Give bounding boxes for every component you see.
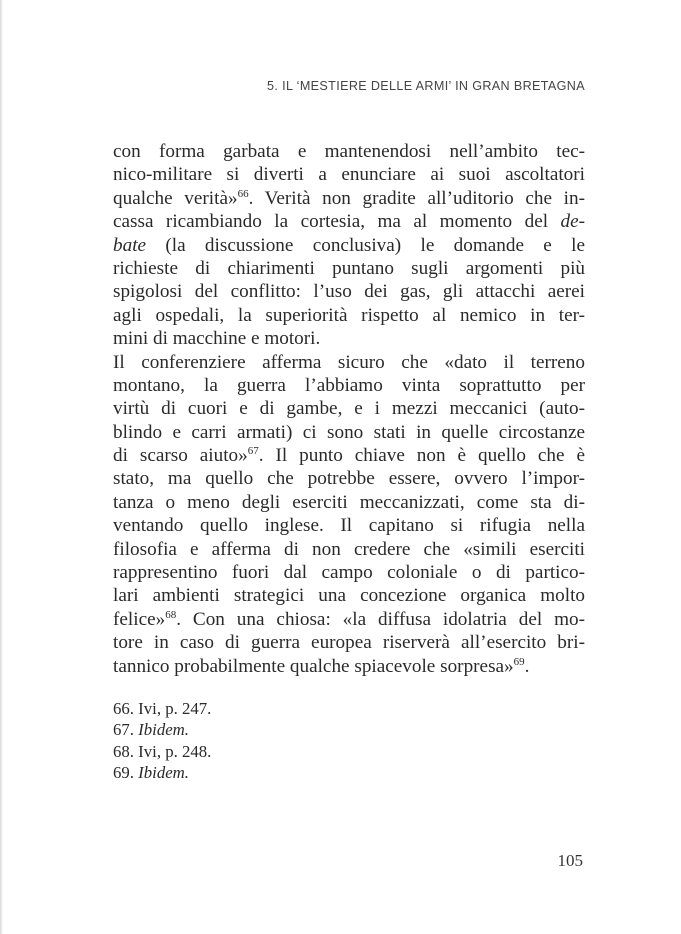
- text-line: cassa ricambiando la cortesia, ma al momento del de-: [113, 211, 585, 233]
- text-line: qualche verità»$^{66}$. Verità non gradite all’uditorio che in-: [113, 187, 585, 209]
- text-line: con forma garbata e mantenendosi nell’ambito tec-: [113, 141, 585, 162]
- page-number: 105: [557, 851, 583, 870]
- body-text: [113, 140, 585, 678]
- footnote-ref-67: 67: [247, 445, 259, 458]
- text-line: tannico probabilmente qualche spiacevole sorpresa»$^{69}$.: [113, 655, 530, 677]
- text-line: filosofia e afferma di non credere che «simili eserciti: [113, 538, 585, 560]
- footnote-ref-68: 68: [165, 608, 177, 621]
- text-line: ventando quello inglese. Il capitano si rifugia nella: [113, 515, 585, 537]
- footnotes: [113, 698, 413, 783]
- text-line: richieste di chiarimenti puntano sugli argomenti più: [113, 257, 585, 279]
- text-line: tore in caso di guerra europea riserverà all’esercito bri-: [113, 632, 585, 654]
- text-line: nico-militare si diverti a enunciare ai suoi ascoltatori: [113, 164, 585, 186]
- text-line: bate (la discussione conclusiva) le domande e le: [113, 234, 585, 256]
- text-line: montano, la guerra l’abbiamo vinta soprattutto per: [113, 374, 585, 396]
- text-line: blindo e carri armati) ci sono stati in quelle circostanze: [113, 421, 585, 443]
- footnote-66: 66. Ivi, p. 247.: [113, 699, 212, 718]
- text-line: felice»$^{68}$. Con una chiosa: «la diffusa idolatria del mo-: [113, 608, 585, 630]
- italic-word: bate: [113, 234, 147, 256]
- text-line: lari ambienti strategici una concezione organica molto: [113, 585, 585, 607]
- footnote-ref-69: 69: [513, 655, 525, 668]
- footnote-69: 69. Ibidem.: [113, 762, 189, 782]
- text-line: tanza o meno degli eserciti meccanizzati, come sta di-: [113, 491, 585, 513]
- text-line: stato, ma quello che potrebbe essere, ovvero l’impor-: [113, 468, 585, 490]
- text-line: spigolosi del conflitto: l’uso dei gas, gli attacchi aerei: [113, 281, 585, 303]
- footnote-ref-66: 66: [237, 187, 249, 200]
- text-line: agli ospedali, la superiorità rispetto al nemico in ter-: [113, 304, 585, 326]
- footnote-68: 68. Ivi, p. 248.: [113, 741, 212, 761]
- page-edge: [0, 0, 3, 934]
- text-line: di scarso aiuto»$^{67}$. Il punto chiave non è quello che è: [113, 445, 585, 467]
- text-line: Il conferenziere afferma sicuro che «dato il terreno: [113, 351, 585, 373]
- text-line: mini di macchine e motori.: [113, 328, 321, 350]
- running-header: 5. IL ‘MESTIERE DELLE ARMI’ IN GRAN BRETAGNA: [267, 79, 585, 93]
- footnote-67: 67. Ibidem.: [113, 720, 189, 740]
- text-line: rappresentino fuori dal campo coloniale o di partico-: [113, 562, 585, 584]
- text-line: virtù di cuori e di gambe, e i mezzi meccanici (auto-: [113, 398, 585, 420]
- italic-word: de-: [560, 211, 585, 233]
